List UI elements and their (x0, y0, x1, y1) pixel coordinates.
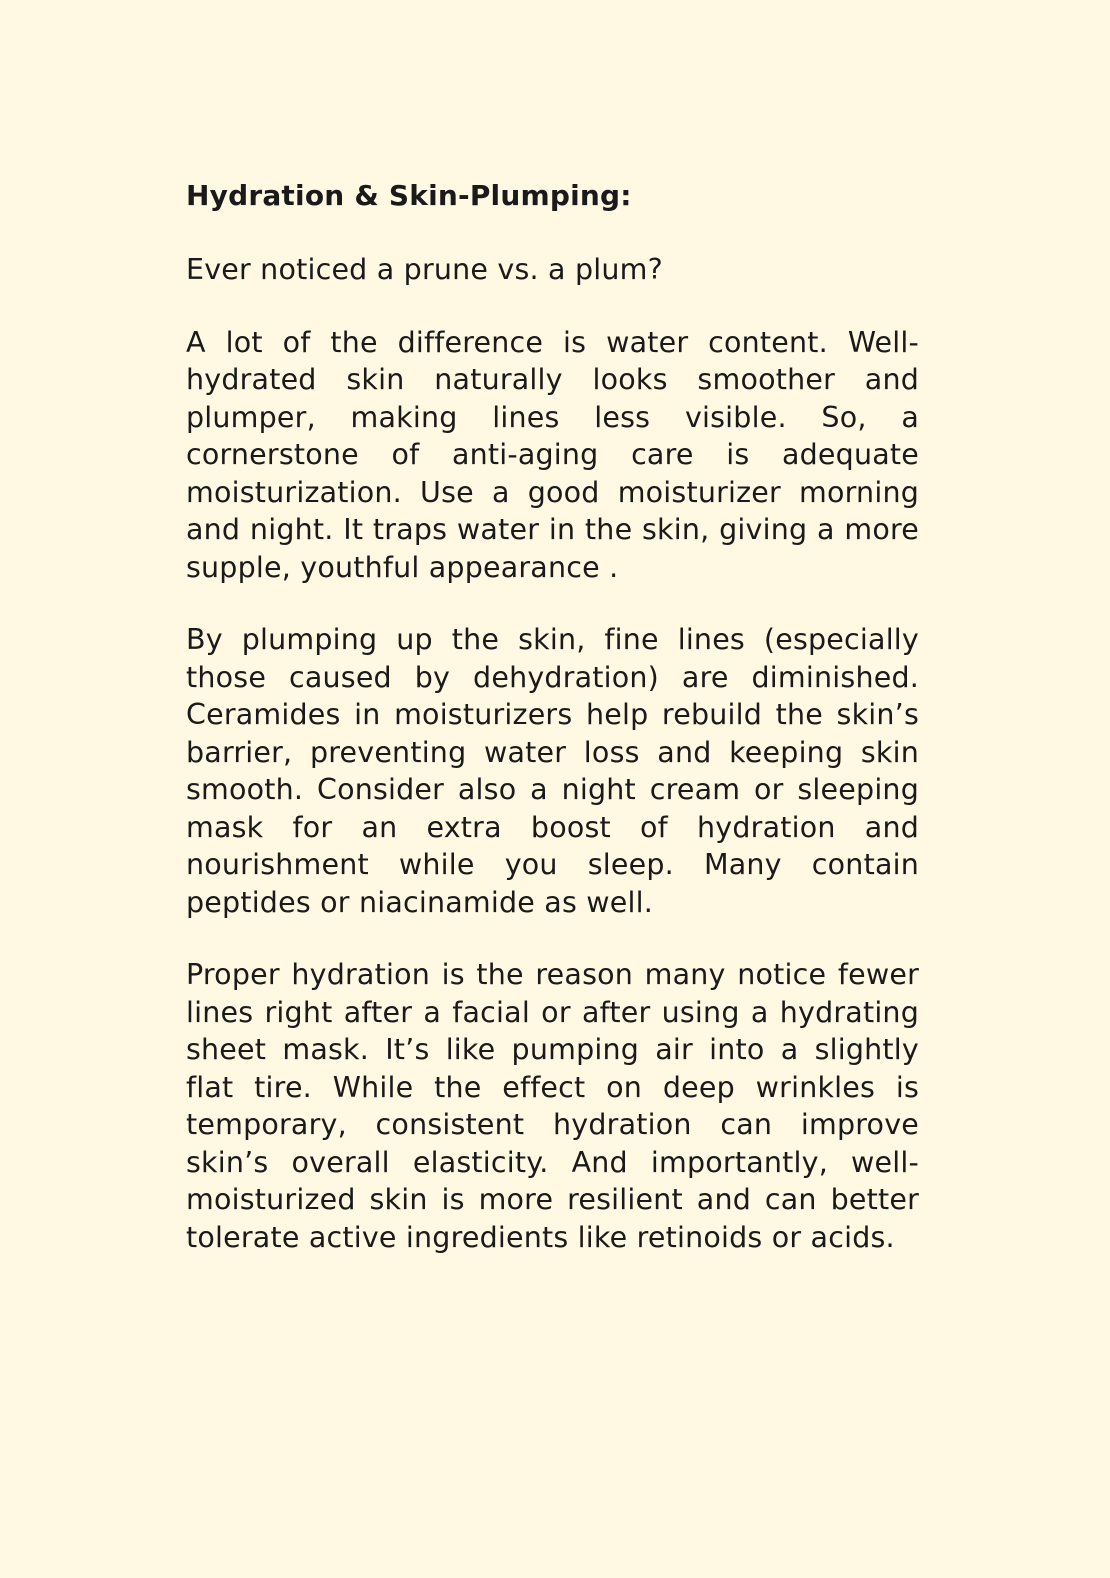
body-paragraph-proper-hydration: Proper hydration is the reason many notice fewer lines right after a facial or after using a hydrating sheet mask. It’s like pumping air into a slightly flat tire. While the effect on deep wrinkles is temporary, consistent hydration can improve skin’s overall elasticity. And importantly, well-moisturized skin is more resilient and can better tolerate active ingredients like retinoids or acids. (186, 958, 919, 1254)
body-paragraph-plumping: By plumping up the skin, fine lines (especially those caused by dehydration) are diminished. Ceramides in moisturizers help rebuild the skin’s barrier, preventing water loss and keeping skin smooth. Consider also a night cream or sleeping mask for an extra boost of hydration and nourishment while you sleep. Many contain peptides or niacinamide as well. (186, 623, 919, 919)
intro-paragraph: Ever noticed a prune vs. a plum? (186, 253, 663, 286)
section-heading: Hydration & Skin-Plumping: (186, 179, 632, 212)
document-page (186, 176, 919, 1256)
body-paragraph-water-content: A lot of the difference is water content. Well-hydrated skin naturally looks smoother and plumper, making lines less visible. So, a cornerstone of anti-aging care is adequate moisturization. Use a good moisturizer morning and night. It traps water in the skin, giving a more supple, youthful appearance . (186, 325, 919, 584)
